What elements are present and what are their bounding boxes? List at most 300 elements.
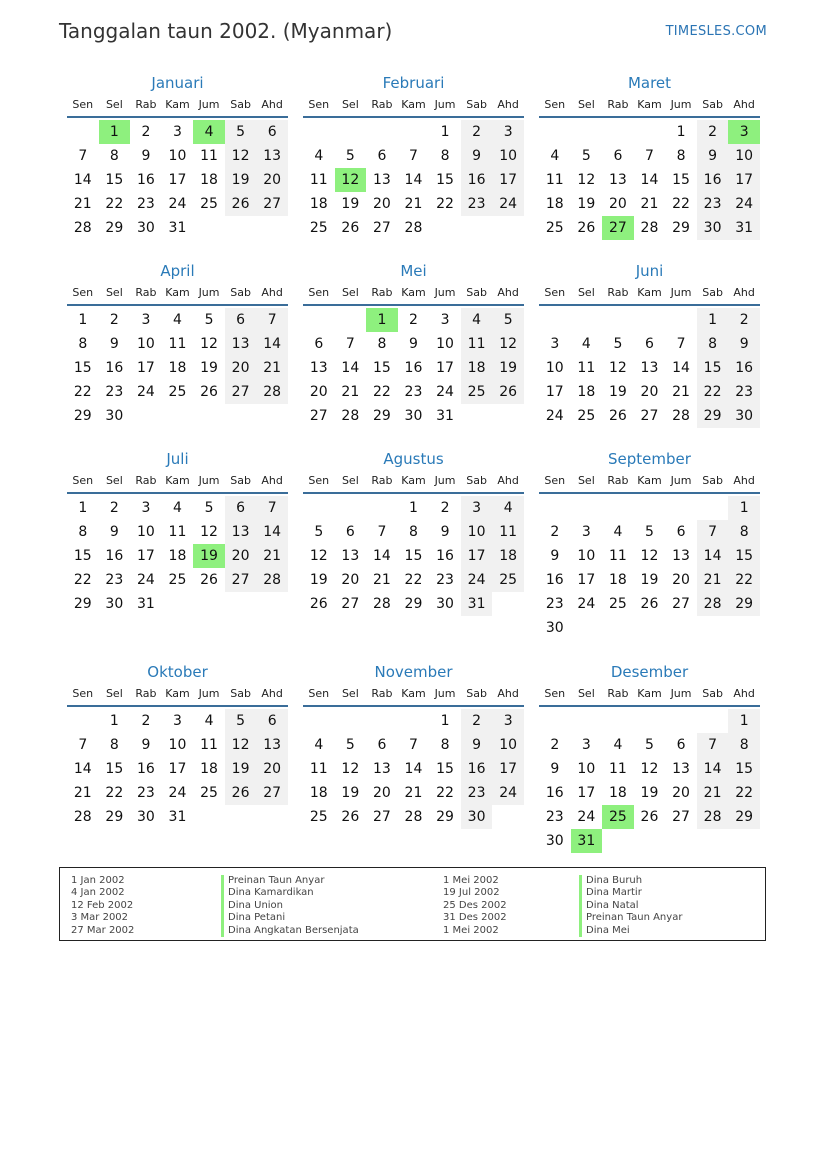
month-mei	[303, 260, 524, 428]
weekday-label: Jum	[670, 286, 692, 299]
day-cell: 31	[168, 809, 187, 825]
day-cell: 1	[697, 308, 729, 332]
day-cell: 26	[341, 809, 360, 825]
day-cell: 19	[577, 196, 596, 212]
day-cell: 3	[173, 713, 182, 729]
weekday-label: Sel	[341, 98, 359, 111]
empty-cell	[697, 829, 729, 853]
day-cell: 4	[581, 336, 591, 352]
weekday-label: Sen	[308, 687, 330, 700]
empty-cell	[256, 216, 288, 240]
day-cell: 17	[577, 785, 596, 801]
day-cell: 9	[109, 524, 119, 540]
day-cell: 16	[136, 172, 155, 188]
month-name: Mei	[400, 262, 427, 280]
day-cell: 12	[577, 172, 596, 188]
legend-date: 25 Des 2002	[443, 899, 507, 911]
day-cell: 30	[404, 408, 423, 424]
empty-cell	[335, 308, 367, 332]
day-cell: 14	[404, 761, 423, 777]
legend-date: 12 Feb 2002	[71, 899, 134, 911]
weekday-label: Ahd	[261, 286, 283, 299]
day-cell: 10	[168, 737, 187, 753]
weekday-label: Kam	[637, 98, 662, 111]
day-cell: 27	[372, 220, 391, 236]
day-cell: 25	[577, 408, 596, 424]
weekday-label: Sen	[544, 286, 566, 299]
weekday-label: Kam	[637, 474, 662, 487]
empty-cell	[225, 404, 257, 428]
day-cell: 18	[309, 785, 328, 801]
month-name: September	[608, 450, 691, 468]
month-name: Juli	[166, 450, 189, 468]
weekday-label: Kam	[637, 687, 662, 700]
weekday-header	[303, 282, 524, 306]
weekday-label: Kam	[401, 687, 426, 700]
legend-holiday: Dina Union	[221, 900, 359, 912]
weekday-label: Sel	[577, 286, 595, 299]
day-cell: 4	[613, 737, 623, 753]
day-cell: 13	[372, 172, 391, 188]
day-cell: 21	[256, 356, 288, 380]
day-cell: 24	[436, 384, 454, 400]
brand-link[interactable]: TIMESLES.COM	[665, 24, 767, 39]
day-cell: 27	[672, 596, 690, 612]
day-cell: 2	[461, 120, 493, 144]
day-cell: 26	[200, 384, 218, 400]
legend-date: 1 Mei 2002	[443, 924, 499, 936]
day-cell: 4	[314, 737, 324, 753]
day-cell: 16	[404, 360, 423, 376]
day-cell: 28	[640, 220, 659, 236]
day-cell: 7	[256, 308, 288, 332]
day-cell: 13	[672, 761, 690, 777]
day-cell: 26	[309, 596, 328, 612]
day-cell: 10	[168, 148, 187, 164]
day-cell: 6	[377, 148, 387, 164]
day-cell: 12	[492, 332, 524, 356]
day-cell: 19	[193, 544, 225, 568]
day-cell: 7	[377, 524, 387, 540]
day-cell: 5	[581, 148, 591, 164]
day-cell: 30	[436, 596, 454, 612]
legend-date: 3 Mar 2002	[71, 912, 129, 924]
legend-right-dates	[443, 875, 507, 937]
weekday-label: Kam	[401, 98, 426, 111]
empty-cell	[634, 308, 666, 332]
day-grid	[67, 709, 288, 829]
weekday-header	[539, 94, 760, 118]
day-cell: 9	[461, 144, 493, 168]
day-cell: 15	[728, 757, 760, 781]
day-cell: 15	[372, 360, 391, 376]
weekday-header	[67, 94, 288, 118]
month-februari	[303, 72, 524, 240]
weekday-header	[539, 683, 760, 707]
day-cell: 13	[372, 761, 391, 777]
empty-cell	[303, 308, 335, 332]
day-cell: 23	[697, 192, 729, 216]
weekday-label: Rab	[135, 687, 157, 700]
weekday-label: Kam	[401, 286, 426, 299]
day-cell: 31	[436, 408, 454, 424]
day-cell: 16	[105, 548, 124, 564]
weekday-label: Sel	[105, 98, 123, 111]
weekday-label: Rab	[371, 286, 393, 299]
day-cell: 18	[200, 172, 218, 188]
legend-date: 4 Jan 2002	[71, 887, 125, 899]
day-cell: 2	[109, 312, 119, 328]
empty-cell	[303, 120, 335, 144]
day-cell: 9	[461, 733, 493, 757]
day-cell: 28	[73, 809, 92, 825]
day-cell: 2	[550, 524, 560, 540]
day-cell: 23	[728, 380, 760, 404]
empty-cell	[571, 709, 603, 733]
day-cell: 5	[225, 120, 257, 144]
day-cell: 19	[640, 572, 659, 588]
day-cell: 4	[461, 308, 493, 332]
day-cell: 12	[640, 761, 659, 777]
day-cell: 28	[73, 220, 92, 236]
day-cell: 18	[461, 356, 493, 380]
weekday-label: Ahd	[733, 286, 755, 299]
empty-cell	[602, 829, 634, 853]
legend-holiday: Preinan Taun Anyar	[221, 875, 359, 887]
weekday-label: Sab	[466, 687, 487, 700]
month-juli	[67, 448, 288, 616]
day-cell: 22	[73, 384, 92, 400]
day-cell: 9	[109, 336, 119, 352]
weekday-label: Sel	[105, 286, 123, 299]
empty-cell	[634, 616, 666, 640]
day-cell: 15	[436, 172, 454, 188]
day-cell: 25	[200, 196, 218, 212]
day-cell: 26	[640, 596, 659, 612]
month-januari	[67, 72, 288, 240]
legend-date: 31 Des 2002	[443, 912, 507, 924]
day-cell: 27	[602, 216, 634, 240]
day-cell: 4	[173, 312, 182, 328]
empty-cell	[602, 120, 634, 144]
day-cell: 18	[545, 196, 564, 212]
day-cell: 14	[256, 520, 288, 544]
weekday-label: Sab	[466, 98, 487, 111]
weekday-label: Sen	[544, 474, 566, 487]
day-cell: 15	[697, 356, 729, 380]
weekday-label: Kam	[401, 474, 426, 487]
weekday-label: Kam	[165, 474, 190, 487]
weekday-label: Jum	[434, 687, 456, 700]
day-cell: 5	[225, 709, 257, 733]
day-cell: 11	[168, 524, 187, 540]
day-cell: 30	[461, 805, 493, 829]
day-cell: 20	[372, 196, 391, 212]
weekday-label: Rab	[135, 98, 157, 111]
empty-cell	[665, 616, 697, 640]
day-cell: 8	[676, 148, 686, 164]
day-cell: 8	[78, 524, 88, 540]
day-cell: 5	[645, 737, 654, 753]
weekday-label: Sen	[308, 98, 330, 111]
weekday-label: Sen	[544, 98, 566, 111]
day-cell: 9	[141, 148, 151, 164]
day-cell: 10	[436, 336, 454, 352]
day-cell: 24	[136, 384, 155, 400]
day-cell: 14	[697, 544, 729, 568]
weekday-label: Jum	[434, 474, 456, 487]
day-cell: 10	[461, 520, 493, 544]
empty-cell	[335, 496, 367, 520]
day-cell: 16	[545, 572, 564, 588]
day-cell: 1	[440, 124, 450, 140]
day-cell: 20	[372, 785, 391, 801]
empty-cell	[602, 308, 634, 332]
day-cell: 6	[225, 308, 257, 332]
empty-cell	[571, 496, 603, 520]
day-grid	[303, 496, 524, 616]
day-cell: 22	[728, 781, 760, 805]
weekday-label: Sab	[230, 286, 251, 299]
weekday-label: Sen	[308, 474, 330, 487]
day-cell: 21	[372, 572, 391, 588]
month-juni	[539, 260, 760, 428]
day-cell: 9	[728, 332, 760, 356]
day-cell: 29	[73, 596, 92, 612]
day-cell: 26	[200, 572, 218, 588]
day-cell: 16	[436, 548, 454, 564]
day-cell: 27	[225, 380, 257, 404]
empty-cell	[193, 216, 225, 240]
day-cell: 10	[136, 336, 155, 352]
day-cell: 5	[204, 312, 214, 328]
day-cell: 9	[550, 548, 560, 564]
day-cell: 13	[256, 144, 288, 168]
day-cell: 29	[105, 220, 124, 236]
day-cell: 28	[672, 408, 690, 424]
day-cell: 1	[99, 120, 131, 144]
day-cell: 4	[550, 148, 560, 164]
day-cell: 5	[645, 524, 654, 540]
day-cell: 17	[436, 360, 454, 376]
day-cell: 15	[728, 544, 760, 568]
empty-cell	[728, 616, 760, 640]
day-cell: 1	[78, 312, 88, 328]
month-name: November	[374, 663, 453, 681]
weekday-label: Jum	[670, 98, 692, 111]
day-cell: 27	[309, 408, 328, 424]
day-cell: 12	[200, 336, 218, 352]
day-cell: 21	[256, 544, 288, 568]
day-cell: 8	[109, 148, 119, 164]
day-cell: 9	[440, 524, 450, 540]
day-cell: 26	[640, 809, 659, 825]
day-cell: 28	[404, 220, 423, 236]
day-cell: 29	[728, 805, 760, 829]
day-cell: 18	[492, 544, 524, 568]
day-cell: 23	[545, 809, 564, 825]
day-cell: 9	[697, 144, 729, 168]
day-cell: 14	[256, 332, 288, 356]
day-cell: 30	[136, 809, 155, 825]
page-title: Tanggalan taun 2002. (Myanmar)	[59, 19, 393, 43]
day-cell: 6	[314, 336, 324, 352]
day-cell: 21	[73, 785, 92, 801]
day-cell: 8	[440, 148, 450, 164]
empty-cell	[303, 709, 335, 733]
month-name: Februari	[382, 74, 445, 92]
day-cell: 27	[672, 809, 690, 825]
day-cell: 18	[577, 384, 596, 400]
weekday-label: Ahd	[497, 286, 519, 299]
day-cell: 5	[345, 148, 355, 164]
empty-cell	[665, 308, 697, 332]
empty-cell	[193, 805, 225, 829]
weekday-label: Kam	[637, 286, 662, 299]
day-cell: 31	[168, 220, 187, 236]
day-cell: 24	[728, 192, 760, 216]
day-cell: 30	[697, 216, 729, 240]
day-cell: 29	[372, 408, 391, 424]
empty-cell	[728, 829, 760, 853]
empty-cell	[225, 216, 257, 240]
day-cell: 12	[225, 733, 257, 757]
day-cell: 26	[492, 380, 524, 404]
day-cell: 11	[461, 332, 493, 356]
weekday-label: Sen	[72, 474, 94, 487]
day-cell: 4	[193, 120, 225, 144]
empty-cell	[602, 616, 634, 640]
day-cell: 28	[256, 380, 288, 404]
weekday-header	[67, 282, 288, 306]
legend-right-names	[579, 875, 682, 937]
day-cell: 23	[105, 384, 124, 400]
day-cell: 29	[672, 220, 690, 236]
day-cell: 1	[728, 709, 760, 733]
day-cell: 12	[309, 548, 328, 564]
weekday-label: Jum	[434, 286, 456, 299]
day-cell: 19	[608, 384, 627, 400]
day-cell: 29	[697, 404, 729, 428]
day-cell: 19	[341, 785, 360, 801]
day-cell: 2	[141, 713, 151, 729]
day-cell: 7	[345, 336, 355, 352]
weekday-label: Rab	[135, 286, 157, 299]
day-cell: 19	[492, 356, 524, 380]
day-cell: 23	[105, 572, 124, 588]
empty-cell	[303, 496, 335, 520]
day-cell: 28	[256, 568, 288, 592]
weekday-label: Sab	[702, 474, 723, 487]
day-cell: 2	[728, 308, 760, 332]
day-cell: 4	[314, 148, 324, 164]
day-cell: 13	[309, 360, 328, 376]
weekday-label: Rab	[607, 286, 629, 299]
day-cell: 2	[141, 124, 151, 140]
empty-cell	[634, 120, 666, 144]
day-cell: 8	[409, 524, 418, 540]
day-grid	[67, 120, 288, 240]
day-cell: 19	[309, 572, 328, 588]
day-cell: 16	[136, 761, 155, 777]
empty-cell	[665, 829, 697, 853]
weekday-label: Ahd	[261, 98, 283, 111]
day-cell: 22	[105, 196, 124, 212]
legend-holiday: Dina Kamardikan	[221, 887, 359, 899]
day-cell: 11	[577, 360, 596, 376]
day-cell: 3	[728, 120, 760, 144]
legend-holiday: Dina Buruh	[579, 875, 682, 887]
day-cell: 5	[492, 308, 524, 332]
day-cell: 23	[136, 196, 155, 212]
day-cell: 11	[608, 761, 627, 777]
weekday-label: Ahd	[733, 474, 755, 487]
day-cell: 2	[697, 120, 729, 144]
empty-cell	[492, 805, 524, 829]
day-cell: 21	[341, 384, 360, 400]
day-cell: 11	[200, 737, 218, 753]
empty-cell	[539, 308, 571, 332]
empty-cell	[665, 496, 697, 520]
day-cell: 22	[436, 196, 454, 212]
legend-left-dates	[71, 875, 134, 937]
weekday-label: Sen	[308, 286, 330, 299]
day-cell: 8	[697, 332, 729, 356]
day-cell: 7	[256, 496, 288, 520]
day-cell: 9	[550, 761, 560, 777]
day-cell: 1	[109, 713, 119, 729]
day-cell: 6	[225, 496, 257, 520]
day-cell: 9	[141, 737, 151, 753]
day-cell: 27	[256, 192, 288, 216]
weekday-label: Jum	[670, 687, 692, 700]
day-cell: 24	[577, 596, 596, 612]
day-cell: 3	[461, 496, 493, 520]
day-cell: 13	[640, 360, 659, 376]
day-cell: 13	[608, 172, 627, 188]
day-cell: 6	[345, 524, 355, 540]
day-cell: 17	[461, 544, 493, 568]
day-cell: 1	[78, 500, 88, 516]
day-cell: 24	[577, 809, 596, 825]
day-cell: 7	[78, 737, 88, 753]
day-cell: 13	[672, 548, 690, 564]
weekday-header	[67, 683, 288, 707]
weekday-header	[303, 683, 524, 707]
day-cell: 27	[256, 781, 288, 805]
day-cell: 18	[168, 360, 187, 376]
day-cell: 26	[577, 220, 596, 236]
day-cell: 25	[309, 220, 328, 236]
day-cell: 21	[640, 196, 659, 212]
day-cell: 12	[608, 360, 627, 376]
empty-cell	[539, 120, 571, 144]
day-cell: 7	[697, 733, 729, 757]
day-cell: 10	[492, 733, 524, 757]
weekday-label: Jum	[198, 286, 220, 299]
day-cell: 19	[200, 360, 218, 376]
empty-cell	[130, 404, 162, 428]
weekday-label: Sen	[72, 286, 94, 299]
empty-cell	[461, 404, 493, 428]
weekday-label: Sen	[544, 687, 566, 700]
weekday-label: Ahd	[497, 474, 519, 487]
month-oktober	[67, 661, 288, 829]
day-cell: 2	[461, 709, 493, 733]
weekday-label: Ahd	[261, 474, 283, 487]
month-maret	[539, 72, 760, 240]
day-cell: 27	[341, 596, 360, 612]
